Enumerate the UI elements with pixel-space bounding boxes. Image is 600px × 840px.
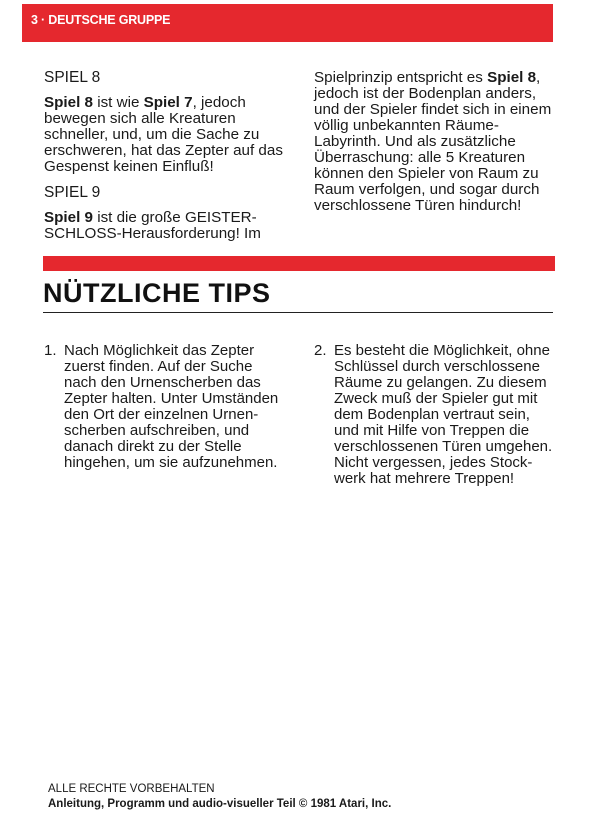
- text-segment: Überraschung: alle 5 Kreaturen: [314, 149, 526, 166]
- bold-text: Spiel 9: [44, 209, 93, 226]
- text-segment: jedoch ist der Bodenplan anders,: [314, 85, 537, 102]
- tip-line: hingehen, um sie aufzunehmen.: [64, 454, 278, 471]
- text-line: [44, 159, 294, 175]
- text-line: [314, 182, 564, 198]
- tip-line: den Ort der einzelnen Urnen-: [64, 406, 259, 423]
- text-line: [44, 95, 294, 111]
- tip-text: [334, 343, 552, 487]
- bold-text: Spiel 7: [143, 94, 193, 111]
- tip-line: Nicht vergessen, jedes Stock-: [334, 454, 533, 471]
- tip-line: danach direkt zu der Stelle: [64, 438, 242, 455]
- tip-line: verschlossenen Türen umgehen.: [334, 438, 553, 455]
- text-segment: , jedoch: [192, 94, 246, 111]
- tip-line: Zepter halten. Unter Umständen: [64, 390, 279, 407]
- tip-line: werk hat mehrere Treppen!: [334, 470, 515, 487]
- tip-number: 2.: [314, 342, 327, 359]
- rights-notice: ALLE RECHTE VORBEHALTEN: [48, 783, 215, 795]
- text-line: [44, 143, 294, 159]
- right-body: [314, 70, 564, 214]
- tip-line: scherben aufschreiben, und: [64, 422, 250, 439]
- text-line: [44, 226, 294, 242]
- text-line: [44, 111, 294, 127]
- tip-number: 1.: [44, 342, 57, 359]
- tip-1: [44, 343, 294, 473]
- section-label: 3 · DEUTSCHE GRUPPE: [31, 13, 171, 27]
- tip-line: nach den Urnenscherben das: [64, 374, 261, 391]
- text-segment: Spielprinzip entspricht es: [314, 69, 488, 86]
- tip-line: Schlüssel durch verschlossene: [334, 358, 540, 375]
- left-column: [44, 70, 294, 242]
- spiel8-heading: SPIEL 8: [44, 69, 101, 86]
- text-line: [314, 134, 564, 150]
- text-segment: schneller, und, um die Sache zu: [44, 126, 260, 143]
- tip-line: Räume zu gelangen. Zu diesem: [334, 374, 547, 391]
- text-segment: ,: [536, 69, 541, 86]
- copyright-notice: Anleitung, Programm und audio-visueller Teil © 1981 Atari, Inc.: [48, 798, 392, 810]
- text-segment: Labyrinth. Und als zusätzliche: [314, 133, 516, 150]
- title-underline: [43, 312, 553, 313]
- text-line: [314, 102, 564, 118]
- bold-text: Spiel 8: [487, 69, 537, 86]
- spiel8-body: [44, 95, 294, 175]
- text-segment: und der Spieler findet sich in einem: [314, 101, 552, 118]
- tip-line: dem Bodenplan vertraut sein,: [334, 406, 530, 423]
- spiel9-heading: SPIEL 9: [44, 184, 101, 201]
- text-segment: völlig unbekannten Räume-: [314, 117, 499, 134]
- text-line: [314, 118, 564, 134]
- text-line: [44, 210, 294, 226]
- spiel9-body: [44, 210, 294, 242]
- red-divider: [43, 256, 555, 271]
- text-segment: ist die große GEISTER-: [92, 209, 257, 226]
- text-line: [314, 70, 564, 86]
- text-segment: SCHLOSS-Herausforderung! Im: [44, 225, 261, 242]
- tip-2: [314, 343, 574, 493]
- tip-line: Es besteht die Möglichkeit, ohne: [334, 342, 550, 359]
- section-title: NÜTZLICHE TIPS: [43, 278, 271, 308]
- tip-line: Zweck muß der Spieler gut mit: [334, 390, 538, 407]
- text-line: [314, 166, 564, 182]
- text-segment: Raum verfolgen, und sogar durch: [314, 181, 540, 198]
- text-segment: können den Spieler von Raum zu: [314, 165, 539, 182]
- text-segment: Gespenst keinen Einfluß!: [44, 158, 214, 175]
- text-line: [44, 127, 294, 143]
- tip-line: zuerst finden. Auf der Suche: [64, 358, 253, 375]
- text-line: [314, 86, 564, 102]
- header-bar: [22, 4, 553, 42]
- bold-text: Spiel 8: [44, 94, 93, 111]
- tip-line: und mit Hilfe von Treppen die: [334, 422, 530, 439]
- text-line: [314, 198, 564, 214]
- tip-line: Nach Möglichkeit das Zepter: [64, 342, 255, 359]
- text-segment: bewegen sich alle Kreaturen: [44, 110, 236, 127]
- text-line: [314, 150, 564, 166]
- text-segment: ist wie: [92, 94, 144, 111]
- right-column: [314, 70, 564, 214]
- text-segment: erschweren, hat das Zepter auf das: [44, 142, 283, 159]
- text-segment: verschlossene Türen hindurch!: [314, 197, 522, 214]
- tip-text: [64, 343, 278, 471]
